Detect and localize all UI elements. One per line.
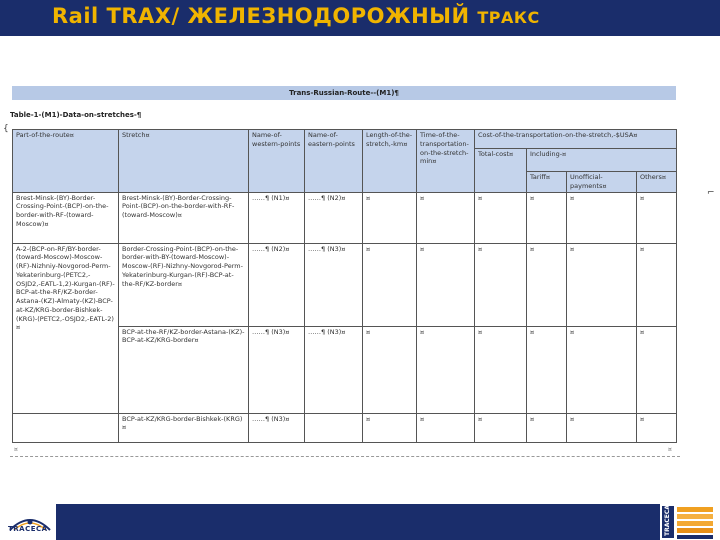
cell-unofficial: ¤	[567, 326, 637, 413]
logo-stripe	[677, 521, 713, 526]
logo-left-label: TRACECA	[8, 525, 48, 533]
cell-others: ¤	[637, 326, 677, 413]
cell-others: ¤	[637, 192, 677, 243]
header-tariff: Tariff¤	[527, 172, 567, 193]
cell-length: ¤	[363, 413, 417, 442]
cell-others: ¤	[637, 243, 677, 326]
cell-part: A-2-(BCP-on-RF/BY-border-(toward-Moscow)-Moscow-(RF)-Nizhniy-Novgorod-Perm-Yekaterinburg-(PETC2,-OSJD2,-EATL-1,2)-Kurgan-(RF)-BCP-at-the-RF/KZ-border-Astana-(KZ)-Almaty-(KZ)-BCP-at-KZ/KRG-border-Bishkek-(KRG)-(PETC2,-OSJD2,-EATL-2)¤	[13, 243, 119, 413]
footer-rule	[10, 456, 680, 457]
cell-unofficial: ¤	[567, 413, 637, 442]
cell-eastern	[305, 413, 363, 442]
cell-total: ¤	[475, 192, 527, 243]
cell-unofficial: ¤	[567, 243, 637, 326]
traceca-logo-icon	[4, 508, 56, 538]
logo-stripe	[677, 514, 713, 519]
cell-time: ¤	[417, 192, 475, 243]
cell-eastern: ……¶ (N3)¤	[305, 243, 363, 326]
footer-mark-left: ¤	[14, 446, 18, 453]
table-row	[13, 192, 677, 243]
cell-time: ¤	[417, 243, 475, 326]
slide-title	[52, 4, 540, 28]
footer-mark-right: ¤	[668, 446, 672, 453]
footer-band	[56, 504, 660, 540]
cell-part: Brest-Minsk-(BY)-Border-Crossing-Point-(BCP)-on-the-border-with-RF-(toward-Moscow)¤	[13, 192, 119, 243]
title-main: Rail TRAX/ ЖЕЛЕЗНОДОРОЖНЫЙ	[52, 4, 470, 28]
cell-time: ¤	[417, 413, 475, 442]
header-including: Including-¤	[527, 149, 677, 172]
cell-tariff: ¤	[527, 192, 567, 243]
table-row	[13, 243, 677, 326]
cell-total: ¤	[475, 326, 527, 413]
logo-right-label: TRACECA	[664, 505, 671, 536]
cell-stretch: BCP-at-KZ/KRG-border-Bishkek-(KRG)¤	[119, 413, 249, 442]
cell-tariff: ¤	[527, 413, 567, 442]
header-part: Part-of-the-route¤	[13, 130, 119, 193]
cell-stretch: Border-Crossing-Point-(BCP)-on-the-border-with-BY-(toward-Moscow)-Moscow-(RF)-Nizhny-Novgorod-Perm-Yekaterinburg-Kurgan-(RF)-BCP-at-the-RF/KZ-border¤	[119, 243, 249, 326]
logo-stripe	[677, 528, 713, 533]
header-total-cost: Total-cost¤	[475, 149, 527, 193]
margin-mark-right: ⌐	[707, 188, 715, 198]
cell-eastern: ……¶ (N3)¤	[305, 326, 363, 413]
cell-stretch: Brest-Minsk-(BY)-Border-Crossing-Point-(BCP)-on-the-border-with-RF-(toward-Moscow)¤	[119, 192, 249, 243]
header-western: Name-of-western-points	[249, 130, 305, 193]
table-caption: Table-1-(M1)-Data-on-stretches-¶	[10, 111, 142, 119]
header-cost: Cost-of-the-transportation-on-the-stretch,-$USA¤	[475, 130, 677, 149]
cell-part	[13, 413, 119, 442]
logo-stripe	[677, 535, 713, 539]
logo-stripe	[677, 507, 713, 512]
cell-unofficial: ¤	[567, 192, 637, 243]
cell-length: ¤	[363, 326, 417, 413]
stretches-table	[12, 129, 677, 443]
cell-others: ¤	[637, 413, 677, 442]
cell-tariff: ¤	[527, 326, 567, 413]
cell-tariff: ¤	[527, 243, 567, 326]
table-row	[13, 413, 677, 442]
cell-length: ¤	[363, 243, 417, 326]
route-heading: Trans-Russian-Route--(M1)¶	[12, 86, 676, 100]
margin-mark-left: {	[3, 124, 9, 134]
header-unofficial: Unofficial-payments¤	[567, 172, 637, 193]
title-bar	[0, 0, 720, 36]
cell-eastern: ……¶ (N2)¤	[305, 192, 363, 243]
title-suffix: ТРАКС	[477, 8, 540, 27]
cell-western: ……¶ (N3)¤	[249, 413, 305, 442]
cell-total: ¤	[475, 413, 527, 442]
logo-right-wordmark	[662, 506, 674, 538]
cell-total: ¤	[475, 243, 527, 326]
cell-western: ……¶ (N3)¤	[249, 326, 305, 413]
cell-time: ¤	[417, 326, 475, 413]
header-eastern: Name-of-eastern-points	[305, 130, 363, 193]
header-length: Length-of-the-stretch,-km¤	[363, 130, 417, 193]
cell-stretch: BCP-at-the-RF/KZ-border-Astana-(KZ)-BCP-at-KZ/KRG-border¤	[119, 326, 249, 413]
header-stretch: Stretch¤	[119, 130, 249, 193]
cell-western: ……¶ (N2)¤	[249, 243, 305, 326]
header-time: Time-of-the-transportation-on-the-stretch-min¤	[417, 130, 475, 193]
header-others: Others¤	[637, 172, 677, 193]
cell-western: ……¶ (N1)¤	[249, 192, 305, 243]
cell-length: ¤	[363, 192, 417, 243]
